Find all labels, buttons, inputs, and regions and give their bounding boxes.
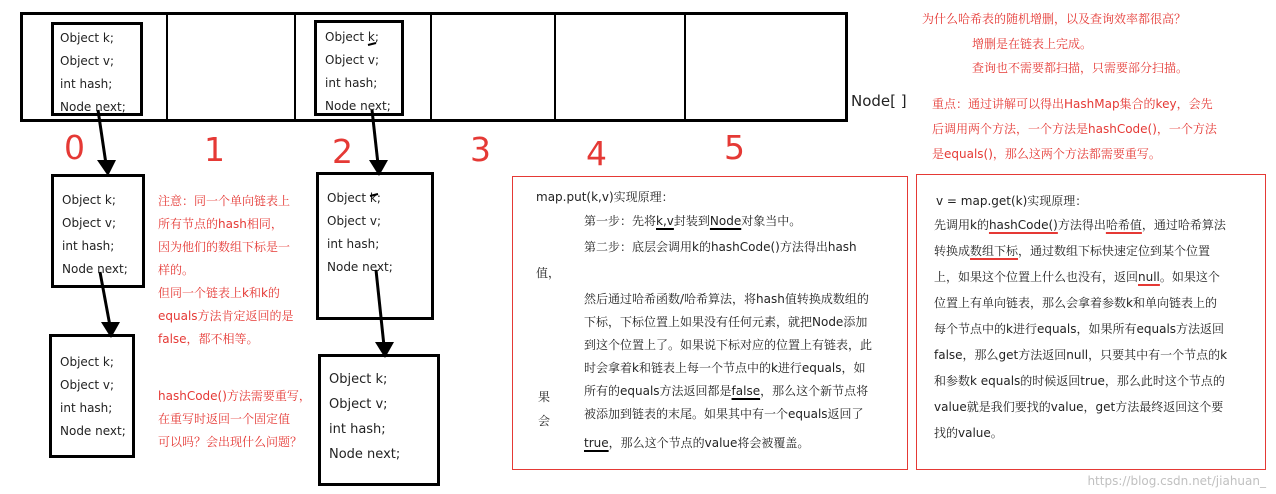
put-para-2: 下标，下标位置上如果没有任何元素，就把Node添加 xyxy=(584,315,868,329)
index-4: 4 xyxy=(586,134,607,173)
get-l1-c: 方法得出 xyxy=(1057,218,1106,232)
put-side-char-2: 会 xyxy=(538,414,551,428)
node-hash-field: int hash; xyxy=(62,239,115,253)
put-para-4: 时会拿着k和链表上每一个节点中的k进行equals，如 xyxy=(584,361,866,375)
put-para-3: 到这个位置上了。如果说下标对应的位置上有链表，此 xyxy=(584,338,873,352)
node-key-field: Object k; xyxy=(60,31,114,45)
note-line: 可以吗？会出现什么问题？ xyxy=(158,435,303,449)
index-3: 3 xyxy=(470,130,491,169)
efficiency-answer-2 xyxy=(972,57,1188,80)
get-l2-c: ，通过数组下标快速定位到某个位置 xyxy=(1018,244,1211,258)
get-title: v = map.get(k)实现原理： xyxy=(936,194,1088,208)
put-para-5 xyxy=(584,380,868,403)
node-value-field: Object v; xyxy=(62,216,117,230)
get-l1-hashcode: hashCode() xyxy=(988,218,1058,232)
get-l1-a: 先调用k的 xyxy=(934,218,989,232)
node-key-field: Object k; xyxy=(62,193,116,207)
arrow-node1-to-node2-b xyxy=(376,270,384,346)
get-line-7: 和参数k equals的时候返回true，那么此时这个节点的 xyxy=(934,374,1225,388)
node-hash-field: int hash; xyxy=(60,401,113,415)
node-next-field: Node next; xyxy=(60,100,126,114)
get-l1-e: ，通过哈希算法 xyxy=(1141,218,1226,232)
note-line: 样的。 xyxy=(158,263,195,277)
note-line: 所有节点的hash相同， xyxy=(158,217,283,231)
node-next-field: Node next; xyxy=(329,447,401,462)
put-step-2-cont: 值， xyxy=(536,266,561,280)
note-line: 但同一个链表上k和k的 xyxy=(158,286,280,300)
node-value-field: Object v; xyxy=(60,378,115,392)
note-line: false，都不相等。 xyxy=(158,332,259,346)
put-para7-true: true xyxy=(584,436,609,450)
node-next-field: Node next; xyxy=(62,262,128,276)
node-key-text: Object k; xyxy=(325,30,379,44)
index-2: 2 xyxy=(332,132,353,171)
put-step1-a: 第一步：先将 xyxy=(584,214,657,228)
index-0: 0 xyxy=(64,128,85,167)
put-step1-node: Node xyxy=(709,214,742,228)
node-value-field: Object v; xyxy=(327,214,382,228)
array-label: Node[ ] xyxy=(851,92,907,110)
get-l1-hashvalue: 哈希值 xyxy=(1105,218,1142,232)
node-hash-field: int hash; xyxy=(325,76,378,90)
node-next-field: Node next; xyxy=(60,424,126,438)
put-para-1: 然后通过哈希函数/哈希算法，将hash值转换成数组的 xyxy=(584,292,869,306)
node-hash-field: int hash; xyxy=(329,422,386,437)
get-l3-c: 。如果这个 xyxy=(1159,270,1220,284)
put-title: map.put(k,v)实现原理： xyxy=(536,190,674,204)
question-text: 为什么哈希表的随机增删，以及查询效率都很高？ xyxy=(922,12,1187,26)
get-l2-index: 数组下标 xyxy=(970,244,1019,258)
chain-note xyxy=(158,190,294,351)
index-1: 1 xyxy=(204,130,225,169)
put-para-6: 被添加到链表的末尾。如果其中有一个equals返回了 xyxy=(584,407,864,421)
get-l3-a: 上，如果这个位置上什么也没有，返回 xyxy=(934,270,1139,284)
get-line-6: false，那么get方法返回null，只要其中有一个节点的k xyxy=(934,348,1228,362)
answer-line-1: 增删是在链表上完成。 xyxy=(972,37,1093,51)
efficiency-answer-1 xyxy=(972,33,1092,56)
put-step1-e: 对象当中。 xyxy=(741,214,802,228)
note-line: hashCode()方法需要重写， xyxy=(158,389,311,403)
note-line: equals方法肯定返回的是 xyxy=(158,309,294,323)
get-l3-null: null xyxy=(1138,270,1160,284)
node-value-field: Object v; xyxy=(325,53,380,67)
put-para5-false: false xyxy=(731,384,761,398)
get-line-2 xyxy=(934,240,1210,263)
put-step1-c: 封装到 xyxy=(673,214,710,228)
get-line-1 xyxy=(934,214,1226,237)
efficiency-question xyxy=(922,8,1186,31)
put-para-7 xyxy=(584,432,809,455)
node-key-field: Object k; xyxy=(60,355,114,369)
get-l2-a: 转换成 xyxy=(934,244,971,258)
node-key-field: Object k; xyxy=(329,372,388,387)
get-line-5: 每个节点中的k进行equals，如果所有equals方法返回 xyxy=(934,322,1225,336)
node-hash-field: int hash; xyxy=(60,77,113,91)
node-key-field: Object k; xyxy=(327,191,381,205)
put-para7-b: ，那么这个节点的value将会被覆盖。 xyxy=(608,436,810,450)
index-5: 5 xyxy=(724,128,745,167)
note-line: 在重写时返回一个固定值 xyxy=(158,412,291,426)
put-para5-a: 所有的equals方法返回都是 xyxy=(584,384,732,398)
key-point-line-2: 后调用两个方法，一个方法是hashCode()，一个方法 xyxy=(932,122,1217,136)
get-line-4: 位置上有单向链表，那么会拿着参数k和单向链表上的 xyxy=(934,296,1217,310)
key-point-line-3: 是equals()，那么这两个方法都需要重写。 xyxy=(932,147,1161,161)
note-line: 因为他们的数组下标是一 xyxy=(158,240,291,254)
answer-line-2: 查询也不需要都扫描，只需要部分扫描。 xyxy=(972,61,1189,75)
put-side-char-1: 果 xyxy=(538,390,551,404)
node-value-field: Object v; xyxy=(329,397,388,412)
put-para5-c: ，那么这个新节点将 xyxy=(760,384,869,398)
node-value-field: Object v; xyxy=(60,54,115,68)
key-point-note xyxy=(932,92,1217,167)
watermark: https://blog.csdn.net/jiahuan_ xyxy=(1087,474,1266,488)
key-point-line-1: 重点：通过讲解可以得出HashMap集合的key，会先 xyxy=(932,97,1213,111)
arrow-bucket0-to-node1 xyxy=(98,110,106,164)
node-hash-field: int hash; xyxy=(327,237,380,251)
put-step-2: 第二步：底层会调用k的hashCode()方法得出hash xyxy=(584,240,857,254)
arrow-bucket2-to-node1 xyxy=(372,110,378,164)
get-line-3 xyxy=(934,266,1220,289)
put-step-1 xyxy=(584,210,801,233)
hashcode-question-note xyxy=(158,385,311,454)
note-line: 注意：同一个单向链表上 xyxy=(158,194,291,208)
put-step1-kv: k,v xyxy=(656,214,674,228)
node-next-field: Node next; xyxy=(327,260,393,274)
get-line-9: 找的value。 xyxy=(934,426,1003,440)
get-line-8: value就是我们要找的value，get方法最终返回这个要 xyxy=(934,400,1224,414)
arrow-node1-to-node2 xyxy=(100,272,110,326)
node-next-field: Node next; xyxy=(325,99,391,113)
